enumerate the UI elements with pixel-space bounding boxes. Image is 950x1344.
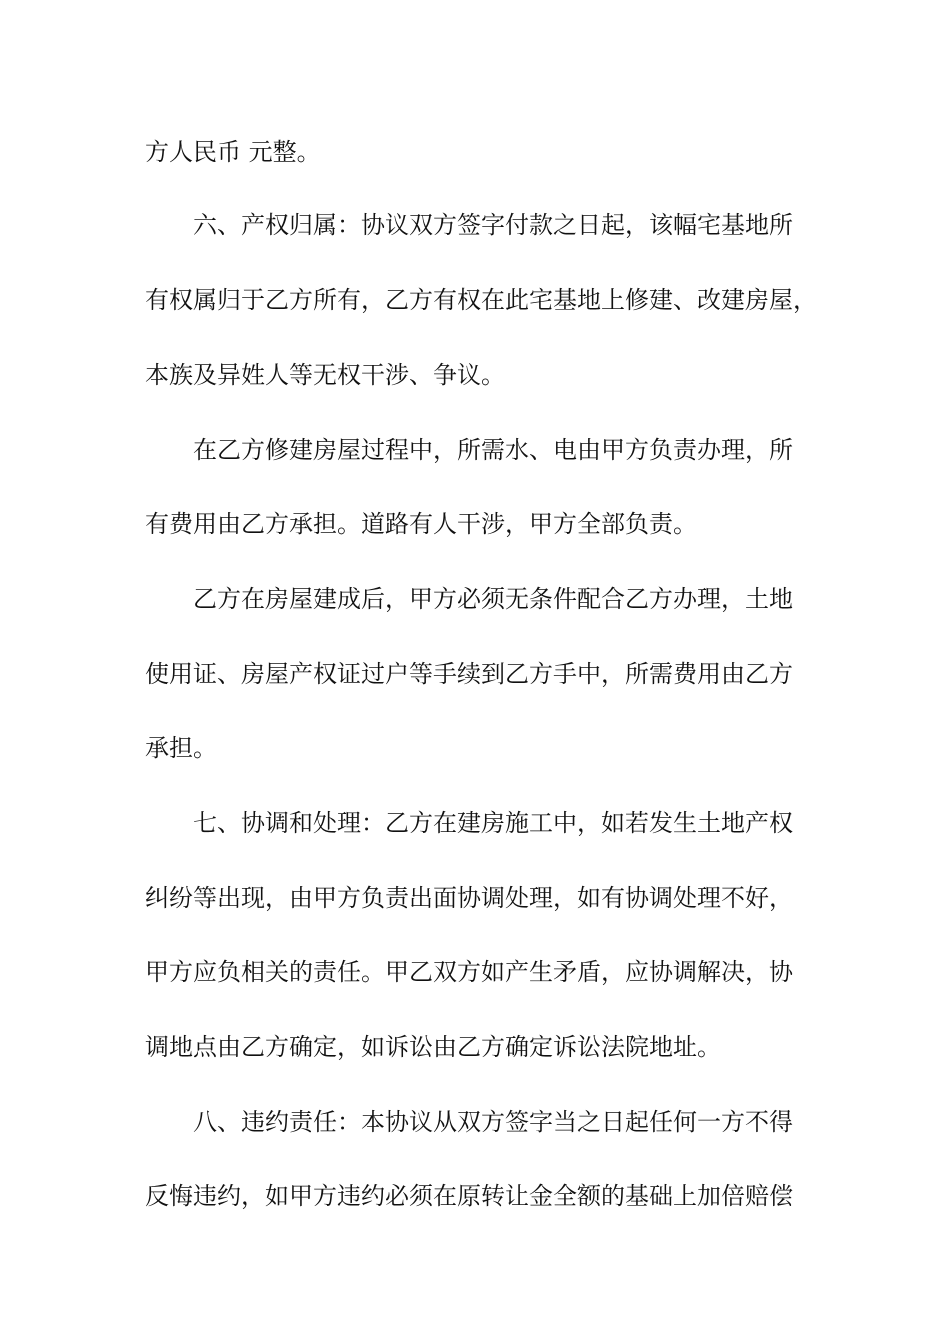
text-line: 使用证、房屋产权证过户等手续到乙方手中，所需费用由乙方 bbox=[145, 660, 793, 688]
text-line: 八、违约责任：本协议从双方签字当之日起任何一方不得 bbox=[193, 1108, 793, 1136]
text-line: 有权属归于乙方所有，乙方有权在此宅基地上修建、改建房屋， bbox=[145, 286, 817, 314]
text-line: 纠纷等出现，由甲方负责出面协调处理，如有协调处理不好， bbox=[145, 884, 793, 912]
text-line: 本族及异姓人等无权干涉、争议。 bbox=[145, 361, 505, 389]
text-line: 方人民币 元整。 bbox=[145, 138, 321, 166]
text-line: 乙方在房屋建成后，甲方必须无条件配合乙方办理，土地 bbox=[193, 585, 793, 613]
text-line: 甲方应负相关的责任。甲乙双方如产生矛盾，应协调解决，协 bbox=[145, 958, 793, 986]
text-line: 有费用由乙方承担。道路有人干涉，甲方全部负责。 bbox=[145, 510, 697, 538]
text-line: 六、产权归属：协议双方签字付款之日起，该幅宅基地所 bbox=[193, 211, 793, 239]
text-line: 七、协调和处理：乙方在建房施工中，如若发生土地产权 bbox=[193, 809, 793, 837]
text-line: 在乙方修建房屋过程中，所需水、电由甲方负责办理，所 bbox=[193, 436, 793, 464]
text-line: 承担。 bbox=[145, 734, 217, 762]
text-line: 调地点由乙方确定，如诉讼由乙方确定诉讼法院地址。 bbox=[145, 1033, 721, 1061]
text-line: 反悔违约，如甲方违约必须在原转让金全额的基础上加倍赔偿 bbox=[145, 1182, 793, 1210]
